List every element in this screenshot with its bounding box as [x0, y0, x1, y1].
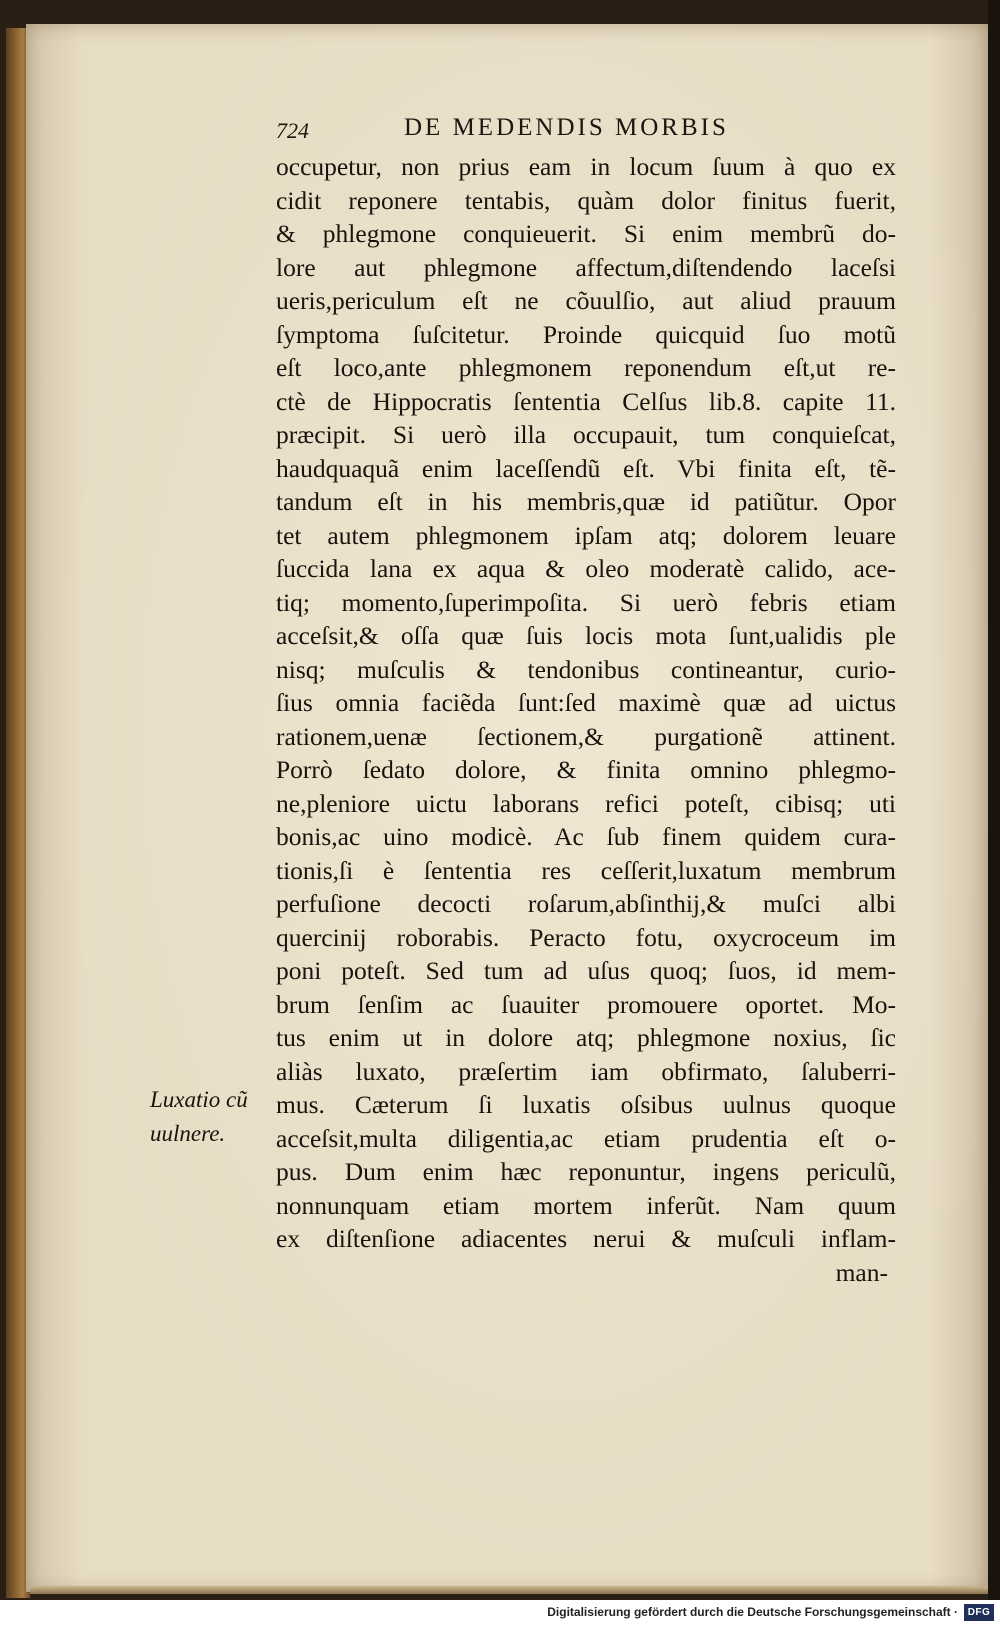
- text-line: aliàs luxato, præſertim iam obfirmato, ſaluberri-: [276, 1056, 896, 1086]
- page-bottom-edge: [30, 1586, 988, 1594]
- text-line: rationem,uenæ ſectionem,& purgationẽ attinent.: [276, 721, 896, 751]
- text-line: occupetur, non prius eam in locum ſuum à quo ex: [276, 152, 896, 181]
- text-line: pus. Dum enim hæc reponuntur, ingens periculũ,: [276, 1157, 896, 1186]
- body-text: [276, 150, 896, 1289]
- running-title: DE MEDENDIS MORBIS: [404, 114, 729, 141]
- text-line: lore aut phlegmone affectum,diſtendendo laceſsi: [276, 252, 896, 282]
- text-line: præcipit. Si uerò illa occupauit, tum conquieſcat,: [276, 420, 896, 449]
- page-header: [276, 114, 896, 150]
- text-line: Porrò ſedato dolore, & finita omnino phlegmo-: [276, 755, 896, 784]
- text-line: tionis,ſi è ſententia res ceſſerit,luxatum membrum: [276, 855, 896, 885]
- text-line: ne,pleniore uictu laborans refici poteſt, cibisq; uti: [276, 788, 896, 818]
- digitization-credit: Digitalisierung gefördert durch die Deutsche Forschungsgemeinschaft ·: [547, 1605, 958, 1619]
- text-line: tet autem phlegmonem ipſam atq; dolorem leuare: [276, 520, 896, 550]
- book-right-edge: [988, 0, 1000, 1600]
- margin-note-line-1: Luxatio cũ: [150, 1087, 248, 1112]
- text-line: bonis,ac uino modicè. Ac ſub finem quidem cura-: [276, 822, 896, 851]
- text-line: ſymptoma ſuſcitetur. Proinde quicquid ſuo motũ: [276, 319, 896, 349]
- text-line: ueris,periculum eſt ne cõuulſio, aut aliud prauum: [276, 286, 896, 315]
- text-line: acceſsit,& oſſa quæ ſuis locis mota ſunt,ualidis ple: [276, 621, 896, 650]
- text-line: ſius omnia faciẽda ſunt:ſed maximè quæ ad uictus: [276, 688, 896, 717]
- text-line: brum ſenſim ac ſuauiter promouere oportet. Mo-: [276, 989, 896, 1019]
- page-number: 724: [276, 118, 309, 143]
- text-line: quercinij roborabis. Peracto fotu, oxycroceum im: [276, 922, 896, 952]
- footer-bar: [0, 1600, 1000, 1627]
- text-line: nonnunquam etiam mortem inferũt. Nam quum: [276, 1190, 896, 1220]
- text-line: acceſsit,multa diligentia,ac etiam prudentia eſt o-: [276, 1123, 896, 1153]
- text-line: ctè de Hippocratis ſententia Celſus lib.8. capite 11.: [276, 386, 896, 416]
- text-line: poni poteſt. Sed tum ad uſus quoq; ſuos, id mem-: [276, 956, 896, 985]
- text-line: perfuſione decocti roſarum,abſinthij,& muſci albi: [276, 889, 896, 918]
- text-line: tandum eſt in his membris,quæ id patiũtur. Opor: [276, 487, 896, 516]
- text-line: nisq; muſculis & tendonibus contineantur, curio-: [276, 654, 896, 684]
- text-line: haudquaquã enim laceſſendũ eſt. Vbi finita eſt, tẽ-: [276, 453, 896, 483]
- margin-note-line-2: uulnere.: [150, 1121, 226, 1146]
- text-line: tiq; momento,ſuperimpoſita. Si uerò febris etiam: [276, 587, 896, 617]
- text-line: tus enim ut in dolore atq; phlegmone noxius, ſic: [276, 1023, 896, 1052]
- text-line: eſt loco,ante phlegmonem reponendum eſt,ut re-: [276, 353, 896, 382]
- text-line: ex diſtenſione adiacentes nerui & muſculi inflam-: [276, 1224, 896, 1253]
- dfg-logo: DFG: [964, 1604, 994, 1621]
- text-line: & phlegmone conquieuerit. Si enim membrũ do-: [276, 219, 896, 248]
- catchword: man-: [835, 1257, 888, 1287]
- text-line: ſuccida lana ex aqua & oleo moderatè calido, ace-: [276, 554, 896, 583]
- text-line: mus. Cæterum ſi luxatis oſsibus uulnus quoque: [276, 1090, 896, 1119]
- text-line: cidit reponere tentabis, quàm dolor finitus fuerit,: [276, 185, 896, 215]
